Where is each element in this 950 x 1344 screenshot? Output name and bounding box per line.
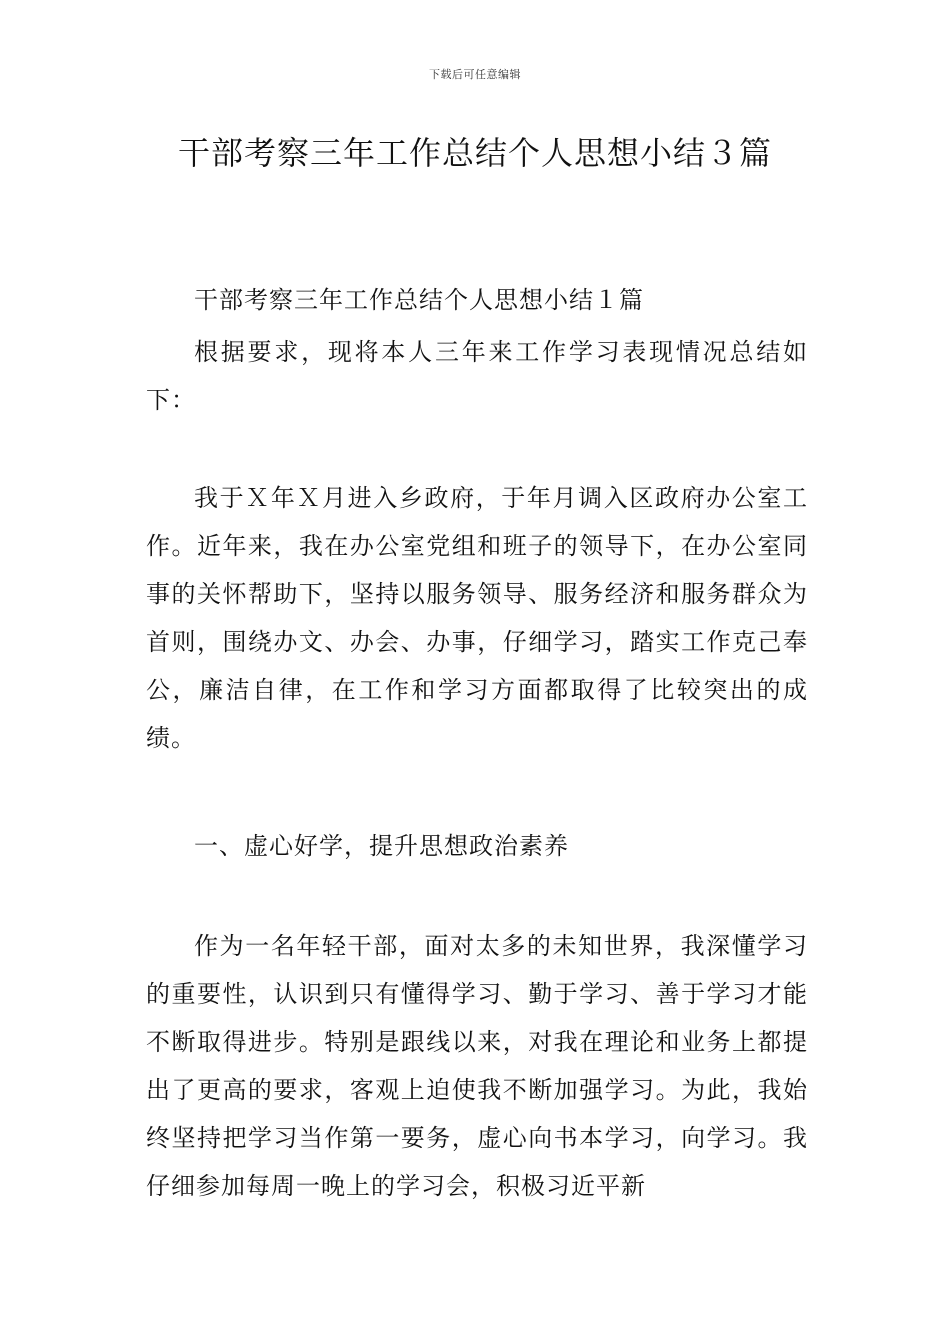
section-heading-1: 一、虚心好学，提升思想政治素养 (194, 832, 569, 860)
main-paragraph: 我于Ｘ年Ｘ月进入乡政府，于年月调入区政府办公室工作。近年来，我在办公室党组和班子的领导下，在办公室同事的关怀帮助下，坚持以服务领导、服务经济和服务群众为首则，围绕办文、办会、办事，仔细学习，踏实工作克己奉公，廉洁自律，在工作和学习方面都取得了比较突出的成绩。 (146, 484, 808, 752)
study-paragraph: 作为一名年轻干部，面对太多的未知世界，我深懂学习的重要性，认识到只有懂得学习、勤于学习、善于学习才能不断取得进步。特别是跟线以来，对我在理论和业务上都提出了更高的要求，客观上迫使我不断加强学习。为此，我始终坚持把学习当作第一要务，虚心向书本学习，向学习。我仔细参加每周一晚上的学习会，积极习近平新 (146, 932, 808, 1200)
subtitle-paragraph: 干部考察三年工作总结个人思想小结１篇 (194, 286, 644, 314)
intro-paragraph: 根据要求，现将本人三年来工作学习表现情况总结如下： (146, 338, 808, 414)
header-note: 下载后可任意编辑 (429, 68, 521, 81)
document-title: 干部考察三年工作总结个人思想小结３篇 (177, 134, 772, 172)
